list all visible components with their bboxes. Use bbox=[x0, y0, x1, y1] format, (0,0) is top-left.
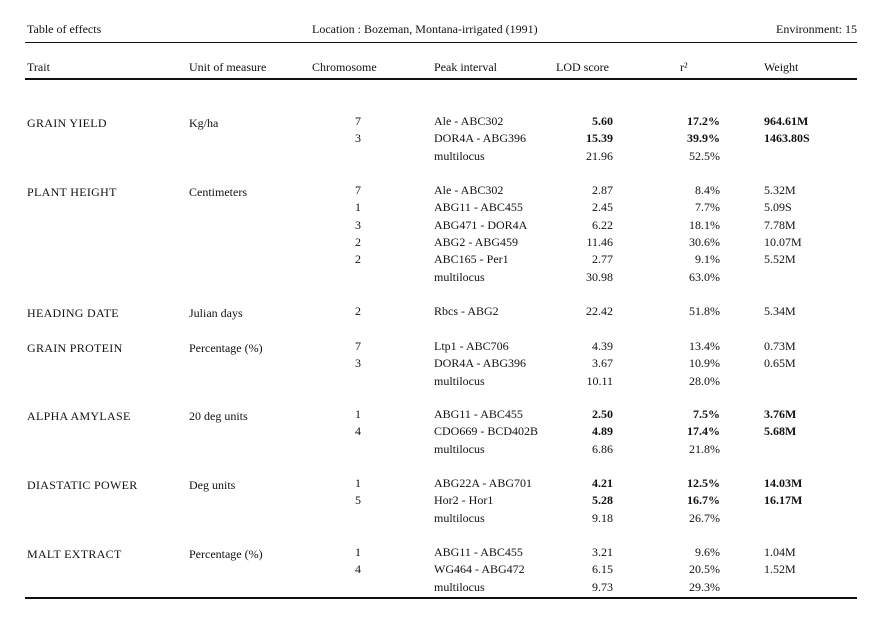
unit-label: Kg/ha bbox=[189, 116, 219, 130]
bottom-rule bbox=[25, 597, 857, 599]
weight-cell: 5.52M bbox=[764, 252, 796, 267]
r-squared-cell: 28.0% bbox=[689, 373, 720, 388]
weight-cell: 5.32M bbox=[764, 183, 796, 197]
r-squared-cell: 26.7% bbox=[689, 510, 720, 525]
lod-score-cell: 6.22 bbox=[592, 217, 613, 232]
chromosome-cell: 2 bbox=[355, 304, 361, 318]
peak-interval-cell: multilocus bbox=[434, 510, 485, 525]
peak-interval-cell: CDO669 - BCD402B bbox=[434, 424, 539, 439]
unit-label: Centimeters bbox=[189, 185, 247, 199]
lod-score-cell: 10.11 bbox=[586, 373, 613, 388]
r-squared-cell: 10.9% bbox=[689, 356, 720, 371]
weight-cell: 1463.80S bbox=[764, 131, 810, 146]
r-squared-cell: 29.3% bbox=[689, 579, 720, 594]
chromosome-cell: 2 bbox=[355, 234, 361, 249]
r-squared-cell: 63.0% bbox=[689, 269, 720, 284]
weight-cell: 0.73M bbox=[764, 339, 796, 353]
chromosome-cell: 4 bbox=[355, 424, 361, 439]
table-title: Table of effects bbox=[27, 22, 102, 36]
weight-cell: 14.03M bbox=[764, 476, 803, 490]
r-squared-cell: 17.4% bbox=[687, 424, 720, 439]
trait-label: GRAIN YIELD bbox=[27, 116, 107, 130]
column-header-weight: Weight bbox=[764, 60, 799, 74]
unit-label: Deg units bbox=[189, 478, 236, 492]
header-rule bbox=[25, 78, 857, 80]
r-squared-cell: 51.8% bbox=[689, 304, 720, 318]
lod-score-cell: 2.77 bbox=[592, 252, 613, 267]
lod-score-cell: 9.18 bbox=[592, 510, 613, 525]
peak-interval-cell: multilocus bbox=[434, 441, 485, 456]
peak-interval-cell: multilocus bbox=[434, 373, 485, 388]
lod-score-cell: 9.73 bbox=[592, 579, 613, 594]
peak-interval-cell: ABG11 - ABC455 bbox=[434, 407, 523, 421]
peak-interval-cell: DOR4A - ABG396 bbox=[434, 131, 527, 146]
lod-score-cell: 3.67 bbox=[592, 356, 613, 371]
r-squared-cell: 16.7% bbox=[687, 493, 720, 508]
chromosome-cell: 2 bbox=[355, 252, 361, 267]
lod-score-cell: 15.39 bbox=[586, 131, 613, 146]
top-rule bbox=[25, 42, 857, 43]
chromosome-cell: 5 bbox=[355, 493, 361, 508]
r-squared-cell: 20.5% bbox=[689, 562, 720, 577]
lod-score-cell: 4.39 bbox=[592, 339, 613, 353]
weight-cell: 5.34M bbox=[764, 304, 796, 318]
r-squared-cell: 21.8% bbox=[689, 441, 720, 456]
r-squared-cell: 39.9% bbox=[687, 131, 720, 146]
lod-score-cell: 4.89 bbox=[592, 424, 613, 439]
column-header-peak-interval: Peak interval bbox=[434, 60, 497, 74]
peak-interval-cell: multilocus bbox=[434, 269, 485, 284]
peak-interval-cell: Rbcs - ABG2 bbox=[434, 304, 499, 318]
peak-interval-cell: multilocus bbox=[434, 579, 485, 594]
lod-score-cell: 2.87 bbox=[592, 183, 613, 197]
chromosome-cell: 4 bbox=[355, 562, 361, 577]
chromosome-cell: 1 bbox=[355, 407, 361, 421]
lod-score-cell: 4.21 bbox=[592, 476, 613, 490]
column-header-r-squared: r² bbox=[680, 60, 688, 74]
r-squared-cell: 52.5% bbox=[689, 148, 720, 163]
r-squared-cell: 30.6% bbox=[689, 234, 720, 249]
r-squared-cell: 13.4% bbox=[689, 339, 720, 353]
environment-label: Environment: 15 bbox=[776, 22, 857, 36]
lod-score-cell: 6.86 bbox=[592, 441, 613, 456]
trait-label: ALPHA AMYLASE bbox=[27, 409, 131, 423]
trait-label: MALT EXTRACT bbox=[27, 547, 122, 561]
chromosome-cell: 7 bbox=[355, 114, 361, 128]
weight-cell: 1.04M bbox=[764, 545, 796, 559]
chromosome-cell: 1 bbox=[355, 545, 361, 559]
r-squared-cell: 18.1% bbox=[689, 217, 720, 232]
peak-interval-cell: ABG22A - ABG701 bbox=[434, 476, 533, 490]
peak-interval-cell: Ltp1 - ABC706 bbox=[434, 339, 509, 353]
trait-label: PLANT HEIGHT bbox=[27, 185, 117, 199]
lod-score-cell: 5.60 bbox=[592, 114, 613, 128]
chromosome-cell: 3 bbox=[355, 131, 361, 146]
weight-cell: 5.68M bbox=[764, 424, 797, 439]
lod-score-cell: 22.42 bbox=[586, 304, 613, 318]
chromosome-cell: 3 bbox=[355, 217, 361, 232]
column-header-chromosome: Chromosome bbox=[312, 60, 377, 74]
lod-score-cell: 30.98 bbox=[586, 269, 613, 284]
unit-label: Percentage (%) bbox=[189, 341, 263, 355]
r-squared-cell: 17.2% bbox=[687, 114, 720, 128]
peak-interval-cell: multilocus bbox=[434, 148, 485, 163]
r-squared-cell: 9.6% bbox=[695, 545, 720, 559]
weight-cell: 1.52M bbox=[764, 562, 796, 577]
weight-cell: 7.78M bbox=[764, 217, 796, 232]
lod-score-cell: 3.21 bbox=[592, 545, 613, 559]
peak-interval-cell: Ale - ABC302 bbox=[434, 114, 504, 128]
r-squared-cell: 9.1% bbox=[695, 252, 720, 267]
lod-score-cell: 2.50 bbox=[592, 407, 613, 421]
peak-interval-cell: ABC165 - Per1 bbox=[434, 252, 509, 267]
chromosome-cell: 3 bbox=[355, 356, 361, 371]
weight-cell: 964.61M bbox=[764, 114, 809, 128]
r-squared-cell: 7.7% bbox=[695, 200, 720, 215]
unit-label: Percentage (%) bbox=[189, 547, 263, 561]
unit-label: 20 deg units bbox=[189, 409, 248, 423]
peak-interval-cell: ABG2 - ABG459 bbox=[434, 234, 519, 249]
lod-score-cell: 5.28 bbox=[592, 493, 613, 508]
weight-cell: 3.76M bbox=[764, 407, 797, 421]
chromosome-cell: 1 bbox=[355, 476, 361, 490]
r-squared-cell: 8.4% bbox=[695, 183, 720, 197]
location-label: Location : Bozeman, Montana-irrigated (1991) bbox=[312, 22, 538, 36]
r-squared-cell: 12.5% bbox=[687, 476, 720, 490]
lod-score-cell: 11.46 bbox=[586, 234, 613, 249]
lod-score-cell: 21.96 bbox=[586, 148, 613, 163]
weight-cell: 10.07M bbox=[764, 234, 802, 249]
peak-interval-cell: ABG471 - DOR4A bbox=[434, 217, 528, 232]
peak-interval-cell: ABG11 - ABC455 bbox=[434, 200, 523, 215]
lod-score-cell: 6.15 bbox=[592, 562, 613, 577]
r-squared-cell: 7.5% bbox=[693, 407, 720, 421]
peak-interval-cell: Hor2 - Hor1 bbox=[434, 493, 494, 508]
weight-cell: 5.09S bbox=[764, 200, 792, 215]
peak-interval-cell: WG464 - ABG472 bbox=[434, 562, 525, 577]
weight-cell: 16.17M bbox=[764, 493, 803, 508]
trait-label: HEADING DATE bbox=[27, 306, 119, 320]
peak-interval-cell: Ale - ABC302 bbox=[434, 183, 504, 197]
trait-label: GRAIN PROTEIN bbox=[27, 341, 123, 355]
peak-interval-cell: ABG11 - ABC455 bbox=[434, 545, 523, 559]
lod-score-cell: 2.45 bbox=[592, 200, 613, 215]
trait-label: DIASTATIC POWER bbox=[27, 478, 138, 492]
column-header-unit: Unit of measure bbox=[189, 60, 267, 74]
weight-cell: 0.65M bbox=[764, 356, 796, 371]
chromosome-cell: 7 bbox=[355, 183, 361, 197]
chromosome-cell: 7 bbox=[355, 339, 361, 353]
column-header-trait: Trait bbox=[27, 60, 50, 74]
chromosome-cell: 1 bbox=[355, 200, 361, 215]
peak-interval-cell: DOR4A - ABG396 bbox=[434, 356, 527, 371]
unit-label: Julian days bbox=[189, 306, 243, 320]
column-header-lod-score: LOD score bbox=[556, 60, 609, 74]
